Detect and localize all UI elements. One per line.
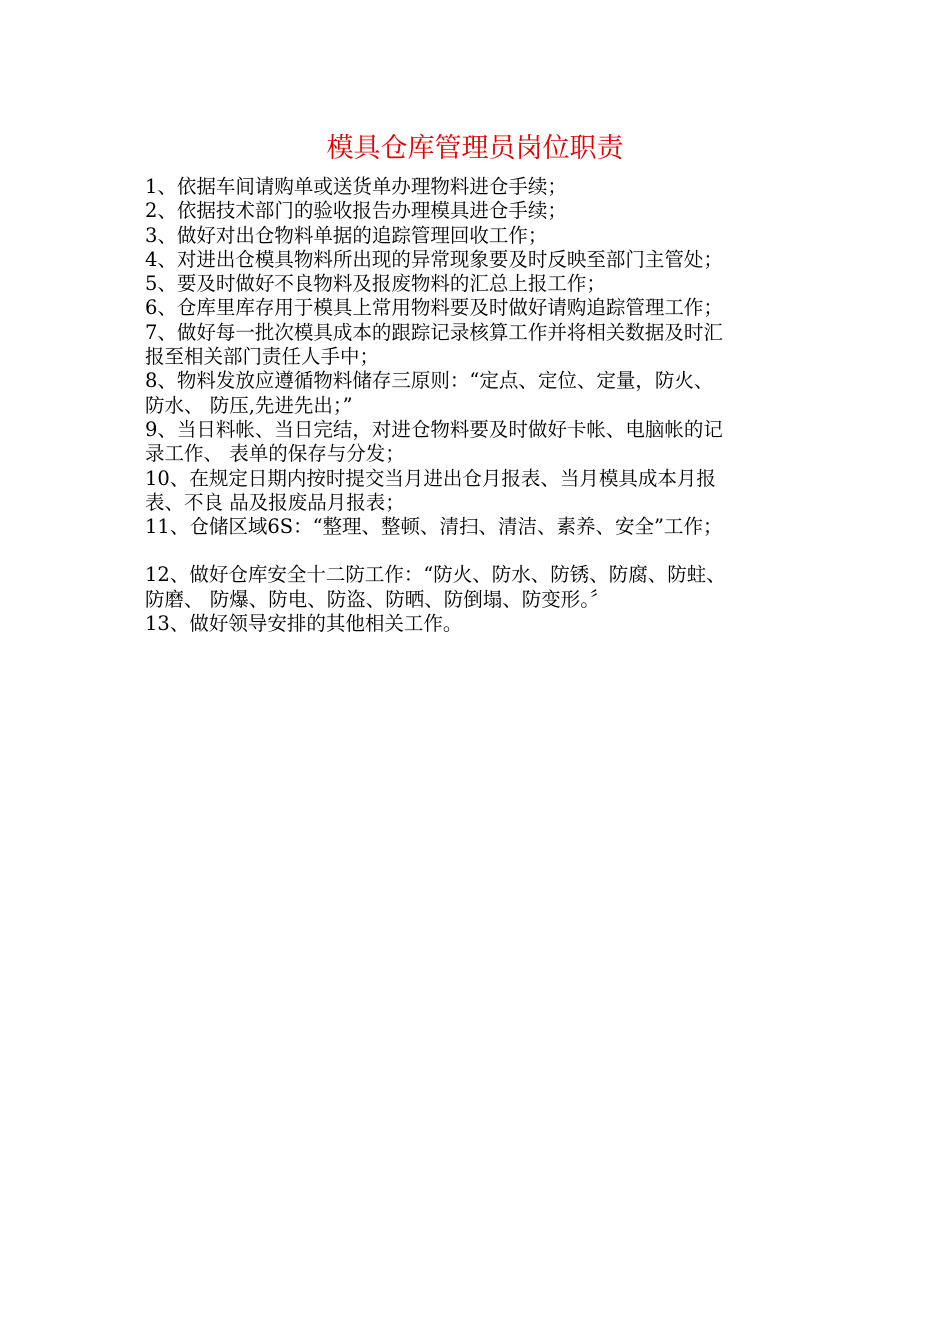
duty-line-8a: 8、物料发放应遵循物料储存三原则：“定点、定位、定量，防火、 [145, 369, 714, 393]
document-body [145, 175, 835, 636]
duty-line-4: 4、对进出仓模具物料所出现的异常现象要及时反映至部门主管处； [145, 247, 723, 271]
duty-line-5: 5、要及时做好不良物料及报废物料的汇总上报工作； [145, 272, 606, 296]
document-title: 模具仓库管理员岗位职责 [326, 133, 624, 164]
duty-line-6: 6、仓库里库存用于模具上常用物料要及时做好请购追踪管理工作； [145, 296, 723, 320]
duty-line-12b: 防磨、 防爆、防电、防盗、防晒、防倒塌、防变形。〞 [145, 587, 610, 611]
paragraph-gap [145, 539, 835, 563]
duty-line-3: 3、做好对出仓物料单据的追踪管理回收工作； [145, 223, 548, 247]
duty-line-11: 11、仓储区域6S：“整理、整顿、清扫、清洁、素养、安全”工作； [145, 515, 723, 539]
duty-line-9a: 9、当日料帐、当日完结，对进仓物料要及时做好卡帐、电脑帐的记 [145, 417, 723, 441]
duty-line-2: 2、依据技术部门的验收报告办理模具进仓手续； [145, 199, 567, 223]
duty-line-10b: 表、不良 品及报废品月报表； [145, 490, 405, 514]
duty-line-13: 13、做好领导安排的其他相关工作。 [145, 612, 463, 636]
duty-line-12a: 12、做好仓库安全十二防工作：“防火、防水、防锈、防腐、防蛀、 [145, 563, 726, 587]
duty-line-10a: 10、在规定日期内按时提交当月进出仓月报表、当月模具成本月报 [145, 466, 716, 490]
duty-line-7a: 7、做好每一批次模具成本的跟踪记录核算工作并将相关数据及时汇 [145, 320, 723, 344]
duty-line-9b: 录工作、 表单的保存与分发； [145, 442, 405, 466]
duty-line-7b: 报至相关部门责任人手中； [145, 345, 380, 369]
duty-line-8b: 防水、 防压,先进先出；” [145, 393, 353, 417]
duty-line-1: 1、依据车间请购单或送货单办理物料进仓手续； [145, 175, 567, 198]
